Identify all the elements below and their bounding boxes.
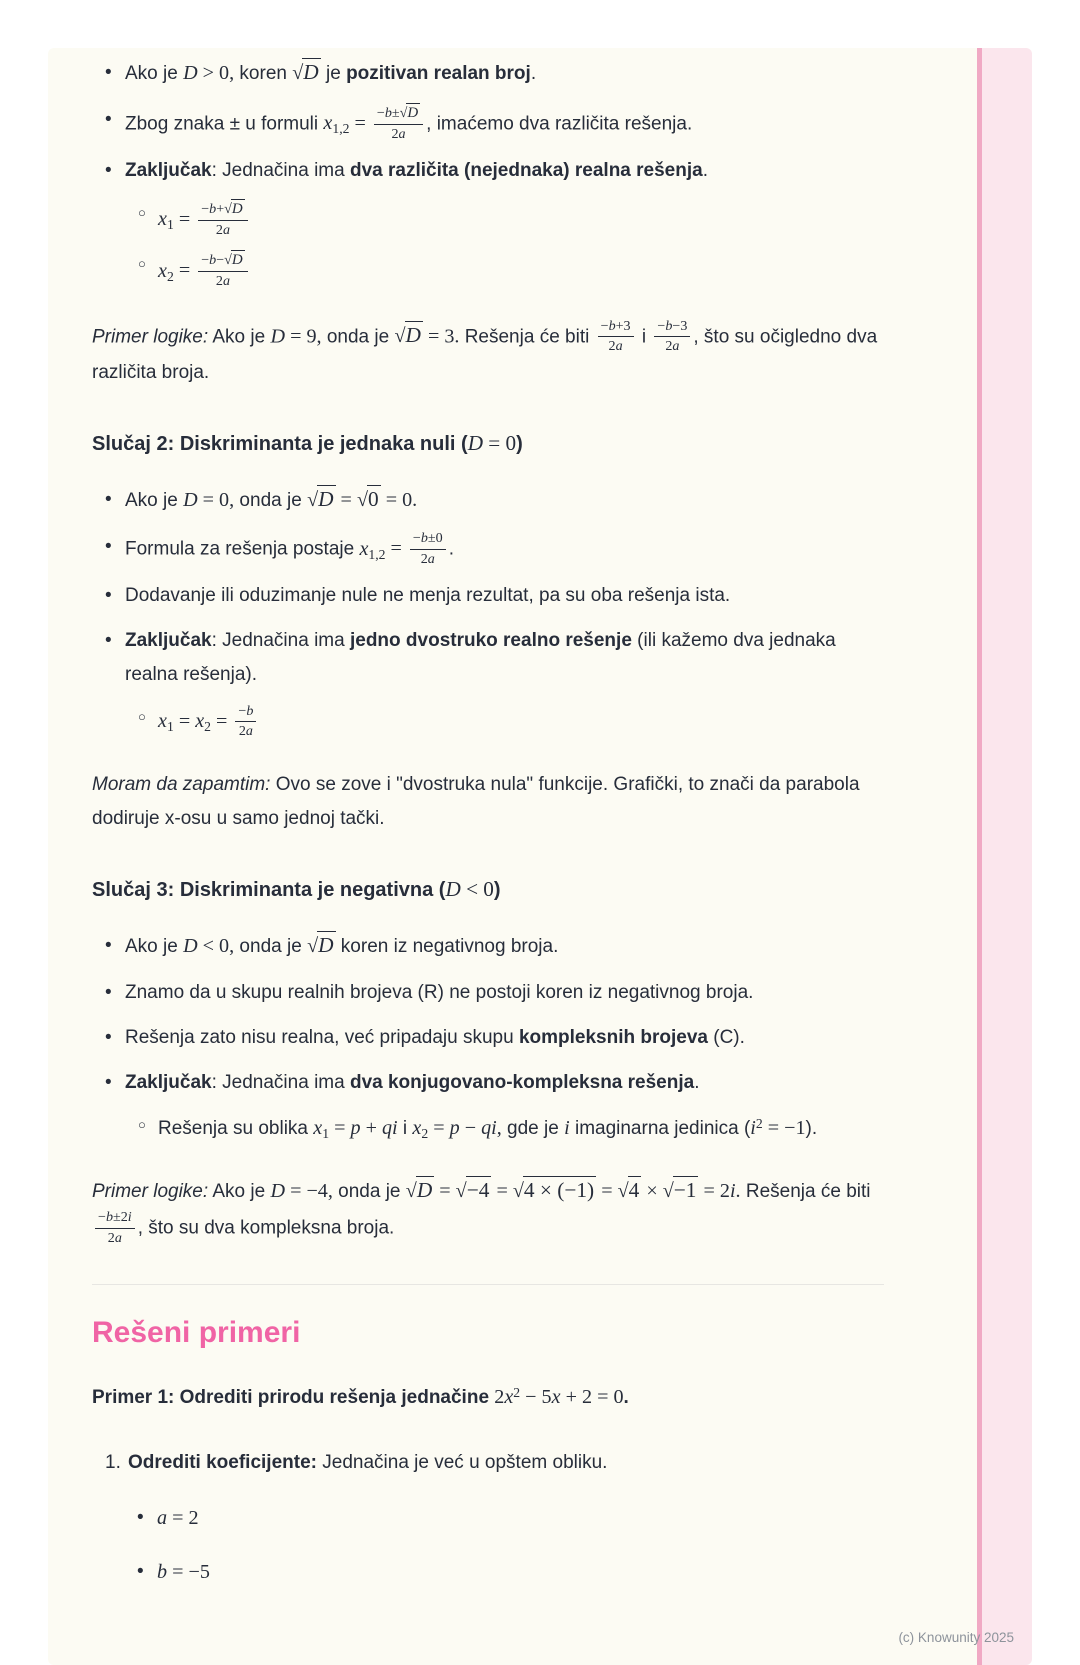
math-bullet-item: • b = −5 xyxy=(137,1555,884,1591)
bullet-marker: ○ xyxy=(138,256,146,272)
bullet-item: • Rešenja zato nisu realna, već pripadaju skupu kompleksnih brojeva (C). xyxy=(105,1021,884,1055)
bullet-item: • Zaključak: Jednačina ima dva konjugovano-kompleksna rešenja. xyxy=(105,1066,884,1100)
sub-bullet-item: ○ $x_2$ = $\frac{-b-√D}{2a}$ xyxy=(138,250,884,290)
section-heading: Slučaj 3: Diskriminanta je negativna (D < 0) xyxy=(92,876,501,901)
bullet-marker: • xyxy=(137,1507,144,1529)
bullet-item: • Zaključak: Jednačina ima dva različita (nejednaka) realna rešenja. xyxy=(105,154,884,188)
page-heading: Rešeni primeri xyxy=(92,1315,301,1349)
section-divider xyxy=(92,1284,884,1285)
bullet-item: • Zbog znaka ± u formuli $x_{1,2}$ = $\frac{-b\pm√D}{2a}$ , imaćemo dva različita rešenja. xyxy=(105,104,693,142)
bullet-marker: • xyxy=(105,62,112,83)
bullet-item: • Ako je D > 0, koren √D je pozitivan realan broj. xyxy=(105,56,884,92)
numbered-item: 1. Odrediti koeficijente: Jednačina je već u opštem obliku. xyxy=(105,1446,884,1480)
section-heading: Slučaj 2: Diskriminanta je jednaka nuli (D = 0) xyxy=(92,430,523,455)
bullet-item: • Dodavanje ili oduzimanje nule ne menja rezultat, pa su oba rešenja ista. xyxy=(105,579,884,613)
document-page xyxy=(48,48,1032,1665)
paragraph: Primer logike: Ako je D = −4, onda je √D = √−4 = √4 × (−1) = √4 × √−1 = 2i. Rešenja će biti $\frac{-b\pm 2i}{2a}$ , što su dva kompleksna broja. xyxy=(92,1177,871,1247)
bullet-marker: • xyxy=(105,982,112,1004)
paragraph: Primer logike: Ako je D = 9, onda je √D = 3. Rešenja će biti $\frac{-b+3}{2a}$ i $\frac{-b-3}{2a}$ , što su očigledno dva različita broja. xyxy=(92,317,878,383)
bullet-marker: • xyxy=(105,1027,112,1049)
bullet-marker: • xyxy=(105,935,112,957)
bullet-marker: • xyxy=(105,536,112,558)
bullet-marker: • xyxy=(137,1561,144,1583)
sub-bullet-item: ○ $x_1 = x_2$ = $\frac{-b}{2a}$ xyxy=(138,703,884,741)
watermark: (c) Knowunity 2025 xyxy=(898,1630,1014,1645)
bullet-marker: ○ xyxy=(138,204,146,220)
bullet-marker: • xyxy=(105,160,112,182)
math-bullet-item: • a = 2 xyxy=(137,1501,884,1537)
bullet-item: • Znamo da u skupu realnih brojeva (R) ne postoji koren iz negativnog broja. xyxy=(105,976,884,1010)
bullet-marker: • xyxy=(105,585,112,607)
paragraph: Moram da zapamtim: Ovo se zove i "dvostruka nula" funkcije. Grafički, to znači da parabola dodiruje x-osu u samo jednoj tački. xyxy=(92,774,860,829)
bullet-marker: 1. xyxy=(105,1451,121,1473)
bullet-marker: • xyxy=(105,489,112,511)
bullet-marker: ○ xyxy=(138,1116,146,1132)
bullet-marker: • xyxy=(105,108,112,130)
bullet-item: • Ako je D = 0, onda je √D = √0 = 0. xyxy=(105,483,884,519)
bullet-item: • Zaključak: Jednačina ima jedno dvostruko realno rešenje (ili kažemo dva jednaka realna rešenja). xyxy=(105,624,884,692)
bold-paragraph: Primer 1: Odrediti prirodu rešenja jednačine $2x^2 - 5x + 2 = 0$. xyxy=(92,1384,629,1408)
sub-bullet-item: ○ Rešenja su oblika $x_1 = p$ + qi i $x_2 = p$ − qi, gde je i imaginarna jedinica $(i^2 = -1)$. xyxy=(138,1111,884,1147)
bullet-item: • Ako je D < 0, onda je √D koren iz negativnog broja. xyxy=(105,929,884,965)
document-content xyxy=(48,48,1032,1665)
bullet-marker: • xyxy=(105,1071,112,1093)
sub-bullet-item: ○ $x_1$ = $\frac{-b+√D}{2a}$ xyxy=(138,199,884,239)
bullet-item: • Formula za rešenja postaje $x_{1,2}$ = $\frac{-b\pm 0}{2a}$ . xyxy=(105,530,454,567)
bullet-marker: ○ xyxy=(138,708,146,724)
bullet-marker: • xyxy=(105,630,112,652)
